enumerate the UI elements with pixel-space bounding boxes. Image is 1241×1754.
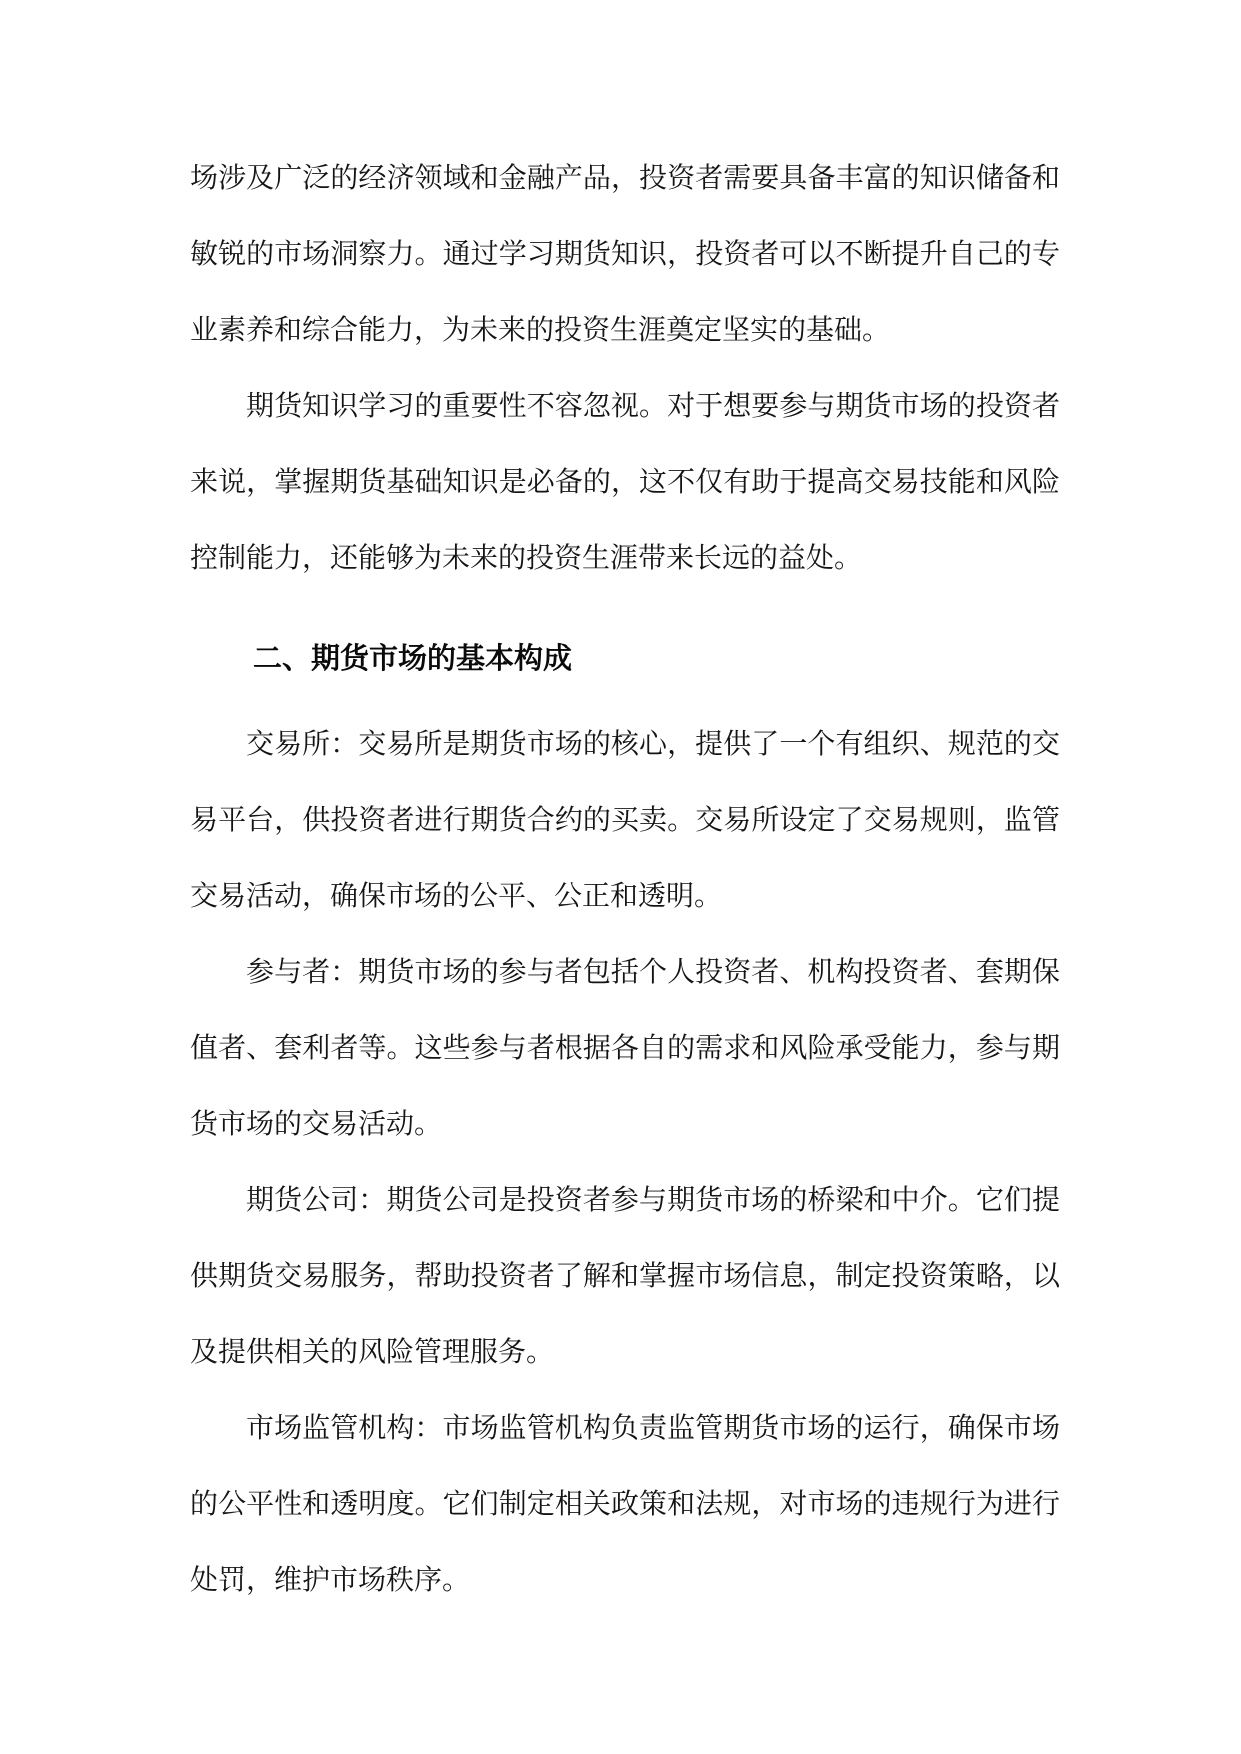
paragraph-continuation: 场涉及广泛的经济领域和金融产品，投资者需要具备丰富的知识储备和敏锐的市场洞察力。通过学习期货知识，投资者可以不断提升自己的专业素养和综合能力，为未来的投资生涯奠定坚实的基础。: [190, 161, 1060, 346]
paragraph-importance: 期货知识学习的重要性不容忽视。对于想要参与期货市场的投资者来说，掌握期货基础知识是必备的，这不仅有助于提高交易技能和风险控制能力，还能够为未来的投资生涯带来长远的益处。: [190, 389, 1060, 574]
paragraph-regulators: 市场监管机构：市场监管机构负责监管期货市场的运行，确保市场的公平性和透明度。它们制定相关政策和法规，对市场的违规行为进行处罚，维护市场秩序。: [190, 1411, 1060, 1596]
paragraph-exchange: 交易所：交易所是期货市场的核心，提供了一个有组织、规范的交易平台，供投资者进行期货合约的买卖。交易所设定了交易规则，监管交易活动，确保市场的公平、公正和透明。: [190, 727, 1060, 912]
paragraph-participants: 参与者：期货市场的参与者包括个人投资者、机构投资者、套期保值者、套利者等。这些参与者根据各自的需求和风险承受能力，参与期货市场的交易活动。: [190, 955, 1060, 1140]
section-heading: 二、期货市场的基本构成: [253, 641, 573, 675]
paragraph-futures-companies: 期货公司：期货公司是投资者参与期货市场的桥梁和中介。它们提供期货交易服务，帮助投资者了解和掌握市场信息，制定投资策略，以及提供相关的风险管理服务。: [190, 1183, 1060, 1368]
